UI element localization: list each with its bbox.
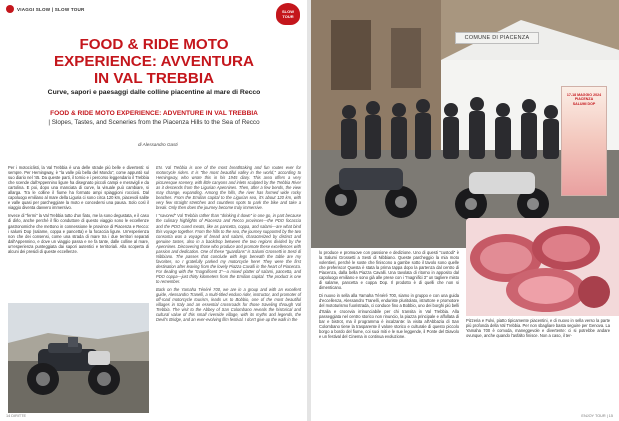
article-subtitle: Curve, sapori e paesaggi dalle colline piacentine al mare di Recco	[47, 89, 261, 96]
page-folio-right: ENJOY TOUR | 15	[581, 414, 613, 418]
poster-date: 17-18 MAGGIO 2024	[566, 93, 602, 97]
brand-dot-icon	[6, 5, 14, 13]
english-paragraph: Back on the Yamaha Ténéré 700, we are in a group and with an excellent guide, Alessandro Tranelli, a multi-titled enduro rider, instructor, and promoter of off-road motorcycle tourism, leads us to Bobbio, one of the most beautiful villages in Italy and an essential crossroads for those traveling through Val Trebbia. The visit to the Abbey of San Colombano reveals the historical and cultural value of this small riverside village, with its myths and legends, the Devil's Bridge, and an ever-evolving film festival. I don't give up the walk in the	[156, 287, 301, 323]
right-italian-column-2	[466, 318, 610, 341]
english-paragraph: EN. Val Trebbia is one of the most breathtaking and fun routes ever for motorcycle riders. It is "the most beautiful valley in the world," according to Hemingway, who wrote this in his 1945 diary. This area offers a very picturesque scenery, with little canyons and inlets sculpted by the Trebbia River as it descends from the Ligurian Apennines. Then, after a few bends, the view may change, expanding. Among the hills, the river has formed wide rocky beaches. From the Emilian capital to the Ligurian sea, it's about 120 km, with very few straight stretches and countless spots to park the bike and take a break. Only then does the journey become truly immersive.	[156, 165, 301, 211]
right-italian-column	[319, 250, 459, 342]
italian-paragraph: Per i motociclisti, la Val Trebbia è una delle strade più belle e divertenti: si sempre. Per Hemingway, è "la valle più bella del Mondo", come appuntò sul suo diario nel '45. Da queste parti, il tornio e i percorso leggendario il Trebbia che scende dall'Appennino ligure ha disegnato piccoli campi e meravigli e da cartolina. E poi, dopo una manciata di curve, la visuale può cambiare, si allarga. Tra le colline il fiume ha formato ampi spiaggioni rocciosi. Dal capoluogo emiliano al mare della Liguria ci sono circa 120 km, piacevoli salite e valle quasi per parcheggiare la moto e concedersi una pausa. Solo così il viaggio diventa davvero immersivo.	[8, 165, 149, 211]
cured-meats-illustration	[466, 218, 619, 316]
italian-paragraph: lo produce e promuove con passione e dedizione. Uno di questi "custodi" è la Salumi Grossetti a Sesti di Nibbiano. Queste parcheggio la mia moto volentieri, perché le soste che finiscono a gambe sotto il tavolo sono quelle che preferisco! Questa è stata la prima tappa dopo la partenza dal centro di Piacenza, dalla bella Piazza Cavalli. Una tavolata di ritorno in apposito dal capoluogo emiliano e sono già alle prese con i "magnifici 3" un tagliere misto di salame, pancetta e coppa Dop. Il prodotto è di quelli che non si dimenticano.	[319, 250, 459, 291]
byline: di Alessandro Gasti	[138, 142, 178, 147]
english-title: FOOD & RIDE MOTO EXPERIENCE: ADVENTURE IN VAL TREBBIA	[50, 110, 258, 117]
motorcycle-photo	[8, 303, 149, 413]
section-header	[6, 4, 85, 14]
event-poster	[561, 86, 607, 196]
title-line-3: IN VAL TREBBIA	[93, 70, 215, 87]
left-page	[0, 0, 307, 421]
english-column	[156, 165, 301, 325]
poster-subject: SALUMI DOP	[572, 101, 596, 106]
article-title	[8, 36, 300, 87]
english-subtitle: | Slopes, Tastes, and Sceneries from the Piacenza Hills to the Sea of Recco	[48, 119, 260, 126]
slow-tour-logo	[276, 3, 300, 25]
english-paragraph: I "savored" Val Trebbia rather than "drinking it down" in one go, in part because the culinary highlights of Piacenza and Recco provinces—the PDO focaccia and the PDO cured meats, like as pancetta, coppa, and salami—are what bind this voyage together. From the hills to the sea, the journey supported by the two consortia was a voyage of bread and salami, characterized by distinct and genuine tastes, also in a backdrop between the two regions divided by the Apennines. Discovering those who produce and promote these excellences with passion and dedication. One of these "guardians" is Salumi Grossetti in Sesti di Nibbiano. The passes that conclude with legs beneath the table are my favorites, so I gratefully parked my motorcycle here! They were the first destination after leaving from the lovely Piazza Cavalli in the heart of Piacenza. For dealing with the "magnificent 3"—a mixed platter of salami, pancetta, and PDO coppa—just thirty kilometers from the Emilian capital. The product is one to remember.	[156, 213, 301, 285]
group-photo	[311, 0, 619, 248]
poster-text	[562, 93, 606, 106]
section-label: VIAGGI SLOW | SLOW TOUR	[17, 6, 85, 12]
page-folio-left: 14 DIRITTE	[6, 414, 27, 418]
right-page	[311, 0, 619, 421]
italian-column	[8, 165, 149, 257]
logo-line-1: SLOW	[282, 9, 294, 14]
italian-paragraph: Invece di "fermi" la Val Trebbia tutto d'un fiato, me la sono degustata, e il caso di dirlo, anche perché il filo conduttore di questo viaggio sono le eccellenze gastronomiche che mettono in connessione le province di Piacenza e Recco: i salumi Dop (salame, coppa e pancetta) e la focaccia ligure. Un'esperienza non che dei consensi, come una strada di mare tra i due territori separati dall'Appennino, e dove un viaggio passa e ne fa tante, dalle colline al mare, un'esperienza punteggiata dai sapori autentici e territoriali. Alla scoperta di alcuni dei presidi di queste eccellenze.	[8, 213, 149, 254]
title-line-1: FOOD & RIDE MOTO	[79, 36, 229, 53]
italian-paragraph: Pizzeria e Fulvi, piatto tipicamente piacentini, e di nuovo in sella verso la parte più profonda della Val Trebbia. Per non sbagliare basta seguire per Genova. La Yamaha 700 è comoda, maneggevole e divertente: ci si potrebbe andare ovunque, anche quando l'asfalto finisce. Non a caso, il ter-	[466, 318, 610, 339]
title-line-2: EXPERIENCE: AVVENTURA	[54, 53, 254, 70]
logo-line-2: TOUR	[282, 14, 294, 19]
italian-paragraph: Di nuovo in sella alla Yamaha Ténéré 700, siamo in gruppo e con una guida d'eccellenza, Alessandro Tranelli, enduriste pluritolato, istruttore e promotore del mototurismo fuoristrada, ci conduce fino a Bobbio, uno dei borghi più belli d'Italia e crocevia irrinunciabile per chi transita in Val Trebbia. Alla passeggiata nel centro storico non rinuncio, la piazza principale e affollata di bar e bistrot, ma il programma è incalzante: la visita all'Abbazia di San Colombano tiene la trasparente il valore storico e culturale di questo piccolo borgo a bordo del fiume, coi suoi miti e le sue leggende, il Ponte del Diavolo e un festival del Cinema in continua evoluzione.	[319, 293, 459, 339]
cured-meats-photo	[466, 218, 619, 316]
motorcycle-illustration	[8, 303, 149, 413]
poster-city: PIACENZA	[574, 97, 594, 102]
tent-sign: COMUNE DI PIACENZA	[455, 32, 539, 44]
